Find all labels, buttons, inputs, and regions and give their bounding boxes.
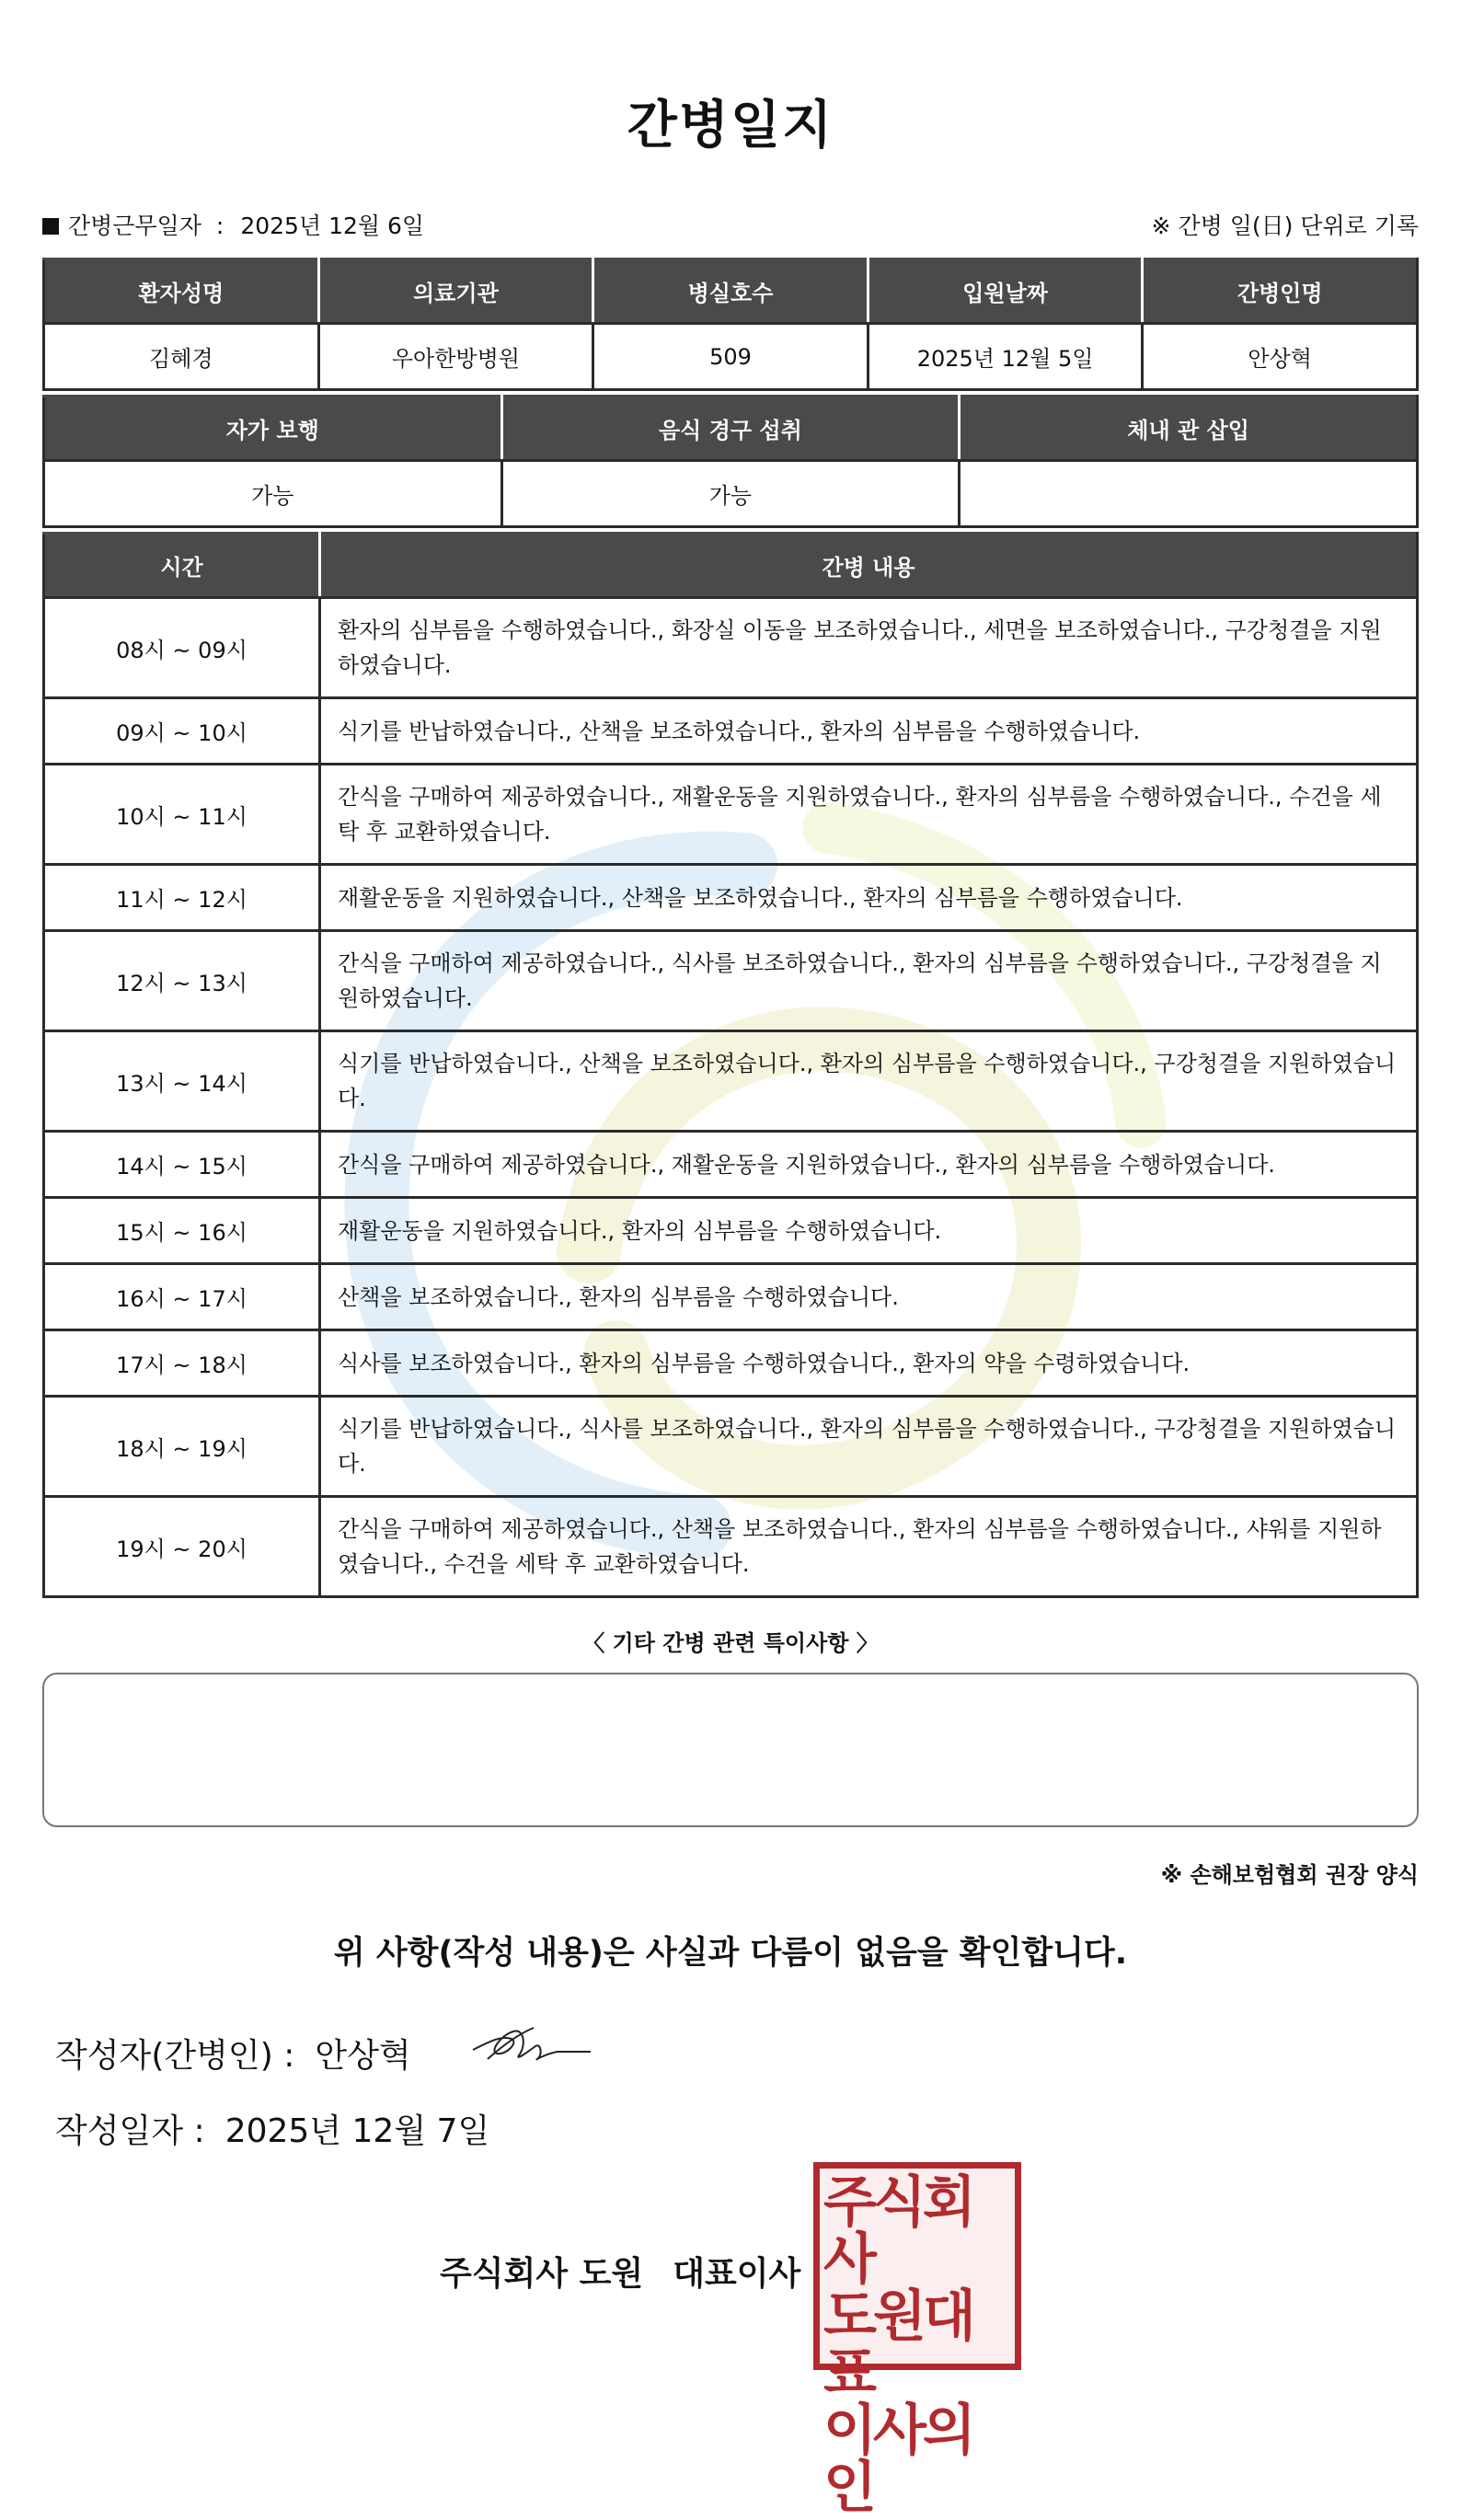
self-walking: 가능 xyxy=(44,461,502,527)
row-content: 산책을 보조하였습니다., 환자의 심부름을 수행하였습니다. xyxy=(320,1264,1418,1330)
unit-note: ※ 간병 일(日) 단위로 기록 xyxy=(1151,213,1419,239)
table-row xyxy=(44,598,1418,698)
seal-line: 주식회사 xyxy=(823,2170,972,2292)
table-row xyxy=(44,1497,1418,1597)
writer-line xyxy=(55,2030,411,2077)
hospital: 우아한방병원 xyxy=(318,324,593,390)
care-log-table xyxy=(42,532,1419,1598)
row-content: 간식을 구매하여 제공하였습니다., 산책을 보조하였습니다., 환자의 심부름을 수행하였습니다., 샤워를 지원하였습니다., 수건을 세탁 후 교환하였습니다. xyxy=(320,1497,1418,1597)
row-time: 13시 ~ 14시 xyxy=(44,1031,320,1132)
writer-value: 안상혁 xyxy=(315,2037,411,2075)
row-content: 식기를 반납하였습니다., 산책을 보조하였습니다., 환자의 심부름을 수행하였습니다., 구강청결을 지원하였습니다. xyxy=(320,1031,1418,1132)
square-bullet-icon xyxy=(42,218,59,235)
row-time: 16시 ~ 17시 xyxy=(44,1264,320,1330)
row-time: 18시 ~ 19시 xyxy=(44,1397,320,1497)
patient-info-value-row xyxy=(44,324,1418,390)
work-date-value: 2025년 12월 6일 xyxy=(240,213,425,239)
table-row xyxy=(44,865,1418,931)
company-name: 주식회사 도원 xyxy=(440,2255,644,2293)
care-log-header-row xyxy=(44,534,1418,598)
caregiver-name: 안상혁 xyxy=(1143,324,1418,390)
recommend-note: ※ 손해보험협회 권장 양식 xyxy=(1160,1862,1419,1888)
header-self-walking: 자가 보행 xyxy=(44,397,502,461)
table-row xyxy=(44,1031,1418,1132)
tube-insertion xyxy=(960,461,1418,527)
row-content: 재활운동을 지원하였습니다., 환자의 심부름을 수행하였습니다. xyxy=(320,1198,1418,1264)
patient-status-header-row xyxy=(44,397,1418,461)
row-content: 간식을 구매하여 제공하였습니다., 식사를 보조하였습니다., 환자의 심부름을 수행하였습니다., 구강청결을 지원하였습니다. xyxy=(320,931,1418,1031)
seal-line: 도원대표 xyxy=(823,2284,972,2406)
header-time: 시간 xyxy=(44,534,320,598)
table-row xyxy=(44,1198,1418,1264)
patient-info-table xyxy=(42,258,1419,391)
table-row xyxy=(44,1264,1418,1330)
table-row xyxy=(44,1397,1418,1497)
work-date-colon: : xyxy=(215,213,224,239)
header-caregiver-name: 간병인명 xyxy=(1143,259,1418,324)
table-row xyxy=(44,698,1418,765)
patient-status-value-row xyxy=(44,461,1418,527)
table-row xyxy=(44,1330,1418,1397)
header-admission-date: 입원날짜 xyxy=(868,259,1143,324)
row-time: 19시 ~ 20시 xyxy=(44,1497,320,1597)
row-time: 15시 ~ 16시 xyxy=(44,1198,320,1264)
company-role: 대표이사 xyxy=(673,2255,801,2293)
oral-intake: 가능 xyxy=(501,461,960,527)
row-content: 식기를 반납하였습니다., 식사를 보조하였습니다., 환자의 심부름을 수행하였습니다., 구강청결을 지원하였습니다. xyxy=(320,1397,1418,1497)
signature-image xyxy=(469,2015,593,2079)
table-row xyxy=(44,765,1418,865)
row-content: 간식을 구매하여 제공하였습니다., 재활운동을 지원하였습니다., 환자의 심부름을 수행하였습니다. xyxy=(320,1132,1418,1198)
row-content: 간식을 구매하여 제공하였습니다., 재활운동을 지원하였습니다., 환자의 심부름을 수행하였습니다., 수건을 세탁 후 교환하였습니다. xyxy=(320,765,1418,865)
row-time: 17시 ~ 18시 xyxy=(44,1330,320,1397)
patient-name: 김혜경 xyxy=(44,324,319,390)
patient-status-table xyxy=(42,395,1419,528)
written-date-value: 2025년 12월 7일 xyxy=(224,2112,490,2150)
row-content: 환자의 심부름을 수행하였습니다., 화장실 이동을 보조하였습니다., 세면을 보조하였습니다., 구강청결을 지원하였습니다. xyxy=(320,598,1418,698)
header-oral-intake: 음식 경구 섭취 xyxy=(501,397,960,461)
work-date xyxy=(42,208,424,241)
company-seal-stamp xyxy=(813,2162,1021,2520)
seal-line: 이사의인 xyxy=(823,2399,972,2520)
patient-info-header-row xyxy=(44,259,1418,324)
row-content: 식사를 보조하였습니다., 환자의 심부름을 수행하였습니다., 환자의 약을 수령하였습니다. xyxy=(320,1330,1418,1397)
row-time: 09시 ~ 10시 xyxy=(44,698,320,765)
company-line xyxy=(440,2248,800,2295)
confirm-statement: 위 사항(작성 내용)은 사실과 다름이 없음을 확인합니다. xyxy=(333,1935,1128,1972)
row-time: 10시 ~ 11시 xyxy=(44,765,320,865)
written-date-line xyxy=(55,2105,489,2152)
header-tube-insertion: 체내 관 삽입 xyxy=(960,397,1418,461)
writer-label: 작성자(간병인) : xyxy=(55,2037,295,2075)
row-time: 14시 ~ 15시 xyxy=(44,1132,320,1198)
row-content: 재활운동을 지원하였습니다., 산책을 보조하였습니다., 환자의 심부름을 수행하였습니다. xyxy=(320,865,1418,931)
written-date-label: 작성일자 : xyxy=(55,2112,205,2150)
admission-date: 2025년 12월 5일 xyxy=(868,324,1143,390)
header-care-content: 간병 내용 xyxy=(320,534,1418,598)
row-time: 11시 ~ 12시 xyxy=(44,865,320,931)
header-hospital: 의료기관 xyxy=(318,259,593,324)
header-patient-name: 환자성명 xyxy=(44,259,319,324)
table-row xyxy=(44,1132,1418,1198)
document-title: 간병일지 xyxy=(627,96,834,155)
row-content: 식기를 반납하였습니다., 산책을 보조하였습니다., 환자의 심부름을 수행하였습니다. xyxy=(320,698,1418,765)
row-time: 08시 ~ 09시 xyxy=(44,598,320,698)
row-time: 12시 ~ 13시 xyxy=(44,931,320,1031)
header-room-number: 병실호수 xyxy=(593,259,869,324)
special-notes-box xyxy=(42,1673,1419,1827)
table-row xyxy=(44,931,1418,1031)
special-notes-title: 〈 기타 간병 관련 특이사항 〉 xyxy=(582,1630,879,1656)
work-date-label: 간병근무일자 xyxy=(68,213,201,239)
room-number: 509 xyxy=(593,324,869,390)
